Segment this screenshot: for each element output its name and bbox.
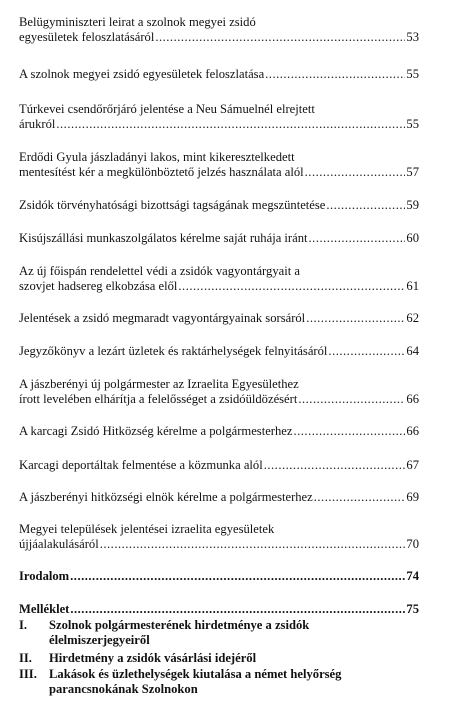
toc-entry-text: Melléklet: [19, 602, 70, 616]
leader-dots: [328, 344, 405, 359]
leader-dots: [306, 311, 405, 326]
toc-page-number: 64: [406, 344, 419, 358]
toc-entry-text: újjáalakulásáról: [19, 537, 99, 551]
appendix-item-number: I.: [19, 618, 28, 632]
appendix-item-text: parancsnokának Szolnokon: [49, 682, 198, 696]
toc-entry-text: Jelentések a zsidó megmaradt vagyontárgyainak sorsáról: [19, 311, 306, 325]
toc-page-number: 59: [406, 198, 419, 212]
toc-page-number: 75: [406, 602, 419, 616]
leader-dots: [265, 67, 405, 82]
toc-page-number: 53: [406, 30, 419, 44]
toc-entry-text: A jászberényi hitközségi elnök kérelme a polgármesterhez: [19, 490, 313, 504]
toc-page-number: 55: [406, 117, 419, 131]
toc-entry-text: mentesítést kér a megkülönböztető jelzés használata alól: [19, 165, 304, 179]
toc-page-number: 66: [406, 424, 419, 438]
toc-page-number: 62: [406, 311, 419, 325]
toc-entry: [19, 102, 419, 132]
toc-page-number: 70: [406, 537, 419, 551]
toc-entry-text: Zsidók törvényhatósági bizottsági tagságának megszüntetése: [19, 198, 326, 212]
toc-entry: [19, 264, 419, 294]
toc-entry: [19, 67, 419, 82]
appendix-item-text: Lakások és üzlethelységek kiutalása a német helyőrség: [49, 667, 342, 681]
toc-page-number: 60: [406, 231, 419, 245]
appendix-item-text: Hirdetmény a zsidók vásárlási idejéről: [49, 651, 257, 665]
toc-entry: [19, 458, 419, 473]
toc-entry: [19, 311, 419, 326]
leader-dots: [326, 198, 405, 213]
toc-entry-text: árukról: [19, 117, 56, 131]
toc-entry-text: Megyei települések jelentései izraelita egyesületek: [19, 522, 275, 536]
appendix-item-number: II.: [19, 651, 32, 665]
leader-dots: [56, 117, 405, 132]
toc-entry-text: egyesületek feloszlatásáról: [19, 30, 155, 44]
toc-entry-literature: [19, 569, 419, 584]
appendix-item-number: III.: [19, 667, 37, 681]
leader-dots: [178, 279, 405, 294]
toc-entry: [19, 150, 419, 180]
toc-page-number: 57: [406, 165, 419, 179]
toc-entry-appendix: [19, 602, 419, 617]
leader-dots: [70, 602, 405, 617]
toc-page-number: 55: [406, 67, 419, 81]
toc-page-number: 61: [406, 279, 419, 293]
toc-entry-text: Jegyzőkönyv a lezárt üzletek és raktárhelységek felnyitásáról: [19, 344, 328, 358]
toc-entry: [19, 377, 419, 407]
toc-entry-text: szovjet hadsereg elkobzása elől: [19, 279, 178, 293]
toc-page-number: 69: [406, 490, 419, 504]
toc-entry-text: Belügyminiszteri leirat a szolnok megyei zsidó: [19, 15, 256, 29]
toc-entry-text: Túrkevei csendőrőrjáró jelentése a Neu Sámuelnél elrejtett: [19, 102, 315, 116]
leader-dots: [264, 458, 406, 473]
toc-entry-text: Erdődi Gyula jászladányi lakos, mint kikeresztelkedett: [19, 150, 295, 164]
toc-entry-text: A szolnok megyei zsidó egyesületek feloszlatása: [19, 67, 265, 81]
appendix-item-text: Szolnok polgármesterének hirdetménye a zsidók: [49, 618, 310, 632]
toc-entry: [19, 490, 419, 505]
toc-page-number: 67: [406, 458, 419, 472]
toc-entry-text: Karcagi deportáltak felmentése a közmunka alól: [19, 458, 263, 472]
toc-entry-text: Irodalom: [19, 569, 70, 583]
toc-entry: [19, 344, 419, 359]
appendix-item-text: élelmiszerjegyeiről: [49, 633, 150, 647]
toc-entry: [19, 424, 419, 439]
leader-dots: [298, 392, 405, 407]
toc-entry-text: A karcagi Zsidó Hitközség kérelme a polgármesterhez: [19, 424, 293, 438]
leader-dots: [305, 165, 406, 180]
toc-entry: [19, 522, 419, 552]
toc-page-number: 66: [406, 392, 419, 406]
leader-dots: [314, 490, 406, 505]
leader-dots: [309, 231, 406, 246]
toc-entry-text: Az új főispán rendelettel védi a zsidók vagyontárgyait a: [19, 264, 300, 278]
toc-entry: [19, 15, 419, 45]
leader-dots: [70, 569, 405, 584]
toc-entry: [19, 231, 419, 246]
toc-page-number: 74: [406, 569, 419, 583]
leader-dots: [100, 537, 406, 552]
leader-dots: [293, 424, 405, 439]
toc-entry: [19, 198, 419, 213]
toc-entry-text: írott levelében elhárítja a felelősséget a zsidóüldözésért: [19, 392, 298, 406]
toc-entry-text: Kisújszállási munkaszolgálatos kérelme saját ruhája iránt: [19, 231, 308, 245]
leader-dots: [155, 30, 405, 45]
toc-entry-text: A jászberényi új polgármester az Izraelita Egyesülethez: [19, 377, 299, 391]
